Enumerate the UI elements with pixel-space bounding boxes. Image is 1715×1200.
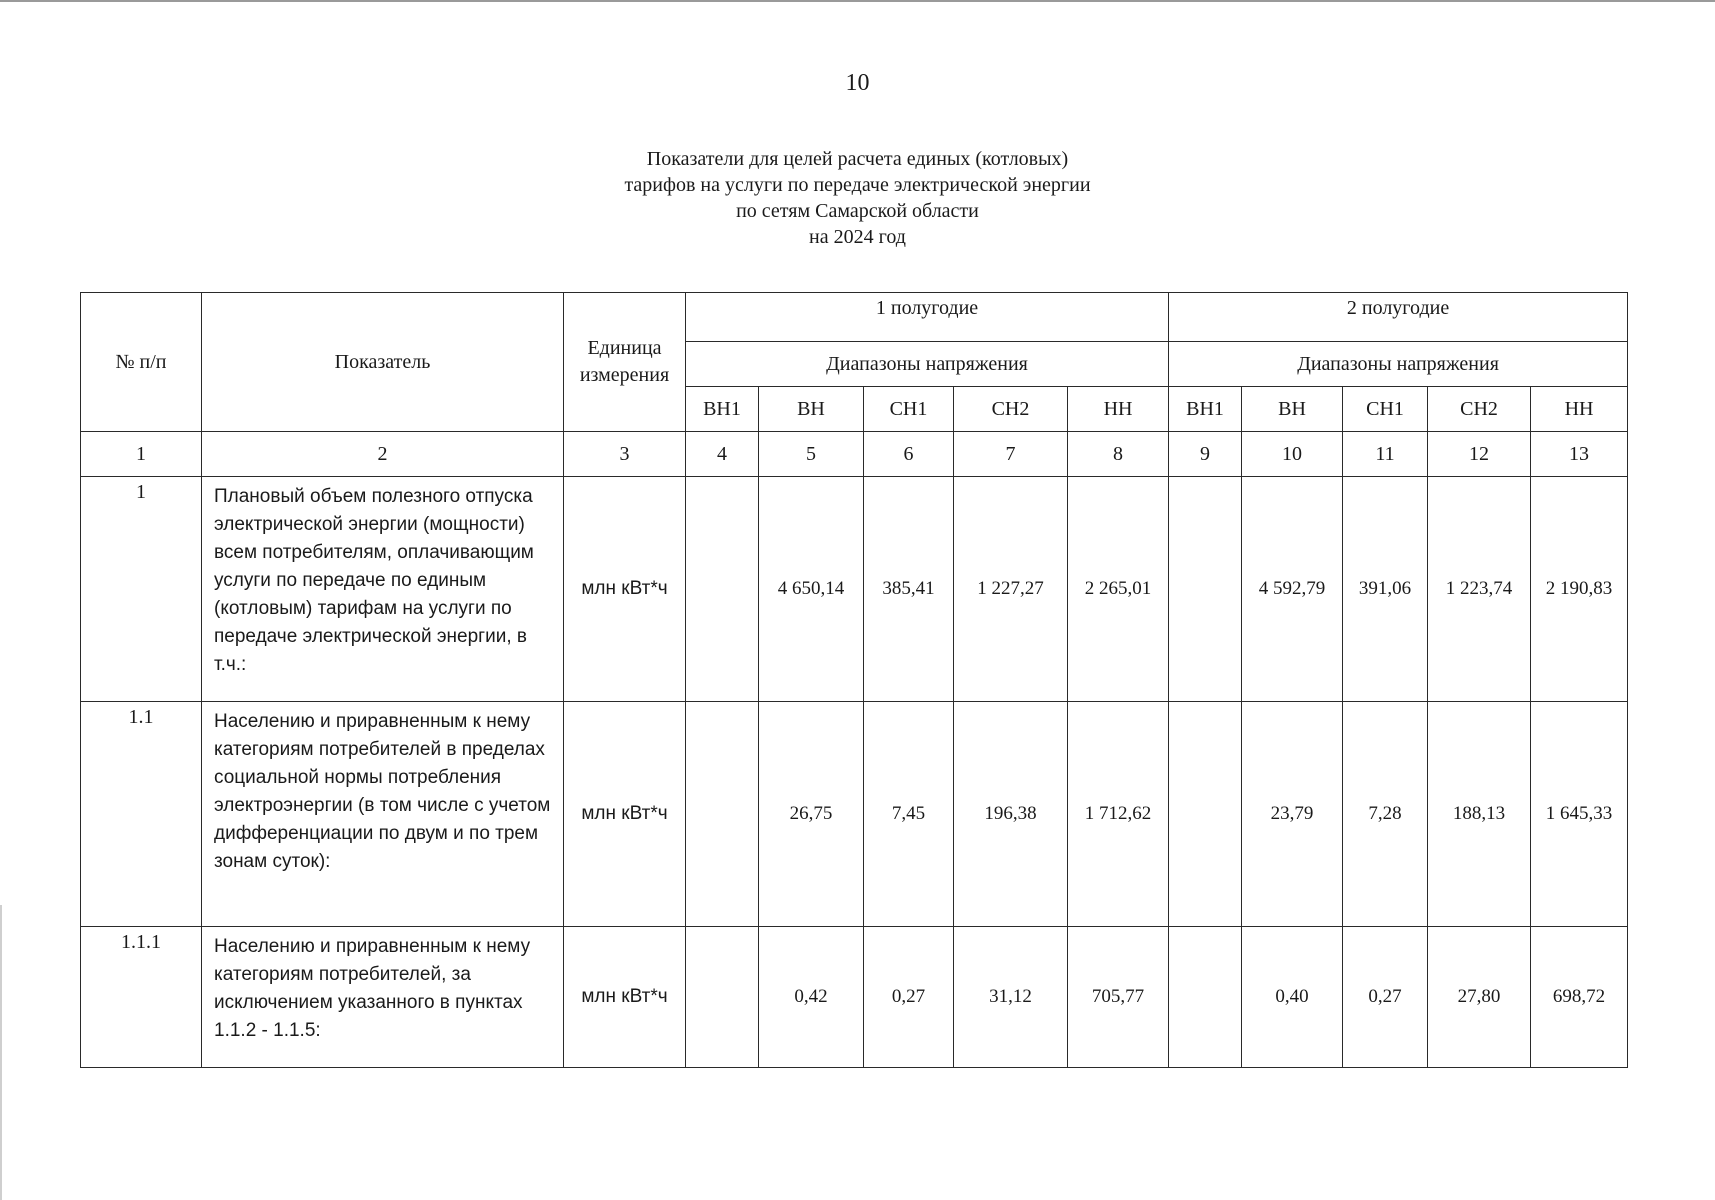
zone-nn-h1: НН bbox=[1068, 387, 1169, 432]
value-cell: 2 190,83 bbox=[1531, 477, 1628, 702]
row-unit: млн кВт*ч bbox=[564, 477, 686, 702]
value-cell bbox=[686, 702, 759, 927]
title-line-1: Показатели для целей расчета единых (котловых) bbox=[646, 148, 1069, 170]
top-border bbox=[0, 0, 1715, 2]
value-cell: 705,77 bbox=[1068, 927, 1169, 1068]
header-half-1: 1 полугодие bbox=[686, 293, 1169, 342]
value-cell: 698,72 bbox=[1531, 927, 1628, 1068]
title-line-4: на 2024 год bbox=[809, 226, 906, 248]
col-num: 3 bbox=[564, 432, 686, 477]
value-cell: 0,27 bbox=[864, 927, 954, 1068]
zone-sn1-h2: СН1 bbox=[1343, 387, 1428, 432]
col-num: 1 bbox=[81, 432, 202, 477]
value-cell: 4 592,79 bbox=[1242, 477, 1343, 702]
value-cell: 7,28 bbox=[1343, 702, 1428, 927]
value-cell: 7,45 bbox=[864, 702, 954, 927]
col-num: 4 bbox=[686, 432, 759, 477]
col-num: 12 bbox=[1428, 432, 1531, 477]
value-cell: 385,41 bbox=[864, 477, 954, 702]
value-cell: 0,40 bbox=[1242, 927, 1343, 1068]
zone-sn2-h1: СН2 bbox=[954, 387, 1068, 432]
row-indicator: Населению и приравненным к нему категориям потребителей, за исключением указанного в пунктах 1.1.2 - 1.1.5: bbox=[202, 927, 564, 1068]
value-cell: 1 712,62 bbox=[1068, 702, 1169, 927]
header-num: № п/п bbox=[81, 293, 202, 432]
value-cell bbox=[1169, 702, 1242, 927]
col-num: 5 bbox=[759, 432, 864, 477]
table-row bbox=[81, 927, 1628, 1068]
header-indicator: Показатель bbox=[202, 293, 564, 432]
column-number-row bbox=[81, 432, 1628, 477]
value-cell: 1 223,74 bbox=[1428, 477, 1531, 702]
col-num: 9 bbox=[1169, 432, 1242, 477]
row-unit: млн кВт*ч bbox=[564, 702, 686, 927]
zone-sn1-h1: СН1 bbox=[864, 387, 954, 432]
value-cell: 196,38 bbox=[954, 702, 1068, 927]
zone-nn-h2: НН bbox=[1531, 387, 1628, 432]
zone-vn-h1: ВН bbox=[759, 387, 864, 432]
value-cell: 391,06 bbox=[1343, 477, 1428, 702]
value-cell: 27,80 bbox=[1428, 927, 1531, 1068]
zone-vn1-h2: ВН1 bbox=[1169, 387, 1242, 432]
tariff-indicators-table bbox=[80, 292, 1628, 1068]
value-cell: 2 265,01 bbox=[1068, 477, 1169, 702]
table-row bbox=[81, 702, 1628, 927]
table-row bbox=[81, 477, 1628, 702]
header-ranges-2: Диапазоны напряжения bbox=[1169, 342, 1628, 387]
col-num: 10 bbox=[1242, 432, 1343, 477]
col-num: 11 bbox=[1343, 432, 1428, 477]
row-indicator: Плановый объем полезного отпуска электрической энергии (мощности) всем потребителям, оплачивающим услуги по передаче по единым (котловым) тарифам на услуги по передаче электрической энергии, в т.ч.: bbox=[202, 477, 564, 702]
scan-edge-mark bbox=[0, 905, 2, 1200]
row-num: 1.1.1 bbox=[81, 927, 202, 1068]
title-line-2: тарифов на услуги по передаче электрической энергии bbox=[624, 174, 1091, 196]
zone-vn-h2: ВН bbox=[1242, 387, 1343, 432]
value-cell bbox=[686, 477, 759, 702]
zone-sn2-h2: СН2 bbox=[1428, 387, 1531, 432]
value-cell: 0,42 bbox=[759, 927, 864, 1068]
value-cell: 1 645,33 bbox=[1531, 702, 1628, 927]
value-cell: 31,12 bbox=[954, 927, 1068, 1068]
value-cell: 1 227,27 bbox=[954, 477, 1068, 702]
value-cell: 188,13 bbox=[1428, 702, 1531, 927]
zone-vn1-h1: ВН1 bbox=[686, 387, 759, 432]
col-num: 6 bbox=[864, 432, 954, 477]
col-num: 8 bbox=[1068, 432, 1169, 477]
header-half-2: 2 полугодие bbox=[1169, 293, 1628, 342]
page-number: 10 bbox=[845, 70, 870, 96]
title-line-3: по сетям Самарской области bbox=[736, 200, 979, 222]
row-num: 1 bbox=[81, 477, 202, 702]
header-unit bbox=[564, 293, 686, 432]
value-cell: 0,27 bbox=[1343, 927, 1428, 1068]
row-indicator: Населению и приравненным к нему категориям потребителей в пределах социальной нормы потребления электроэнергии (в том числе с учетом дифференциации по двум и по трем зонам суток): bbox=[202, 702, 564, 927]
row-num: 1.1 bbox=[81, 702, 202, 927]
value-cell bbox=[686, 927, 759, 1068]
col-num: 13 bbox=[1531, 432, 1628, 477]
header-unit-text: Единица измерения bbox=[579, 337, 670, 386]
col-num: 2 bbox=[202, 432, 564, 477]
value-cell bbox=[1169, 927, 1242, 1068]
row-unit: млн кВт*ч bbox=[564, 927, 686, 1068]
col-num: 7 bbox=[954, 432, 1068, 477]
value-cell bbox=[1169, 477, 1242, 702]
value-cell: 26,75 bbox=[759, 702, 864, 927]
value-cell: 4 650,14 bbox=[759, 477, 864, 702]
value-cell: 23,79 bbox=[1242, 702, 1343, 927]
header-ranges-1: Диапазоны напряжения bbox=[686, 342, 1169, 387]
document-title bbox=[0, 146, 1715, 250]
